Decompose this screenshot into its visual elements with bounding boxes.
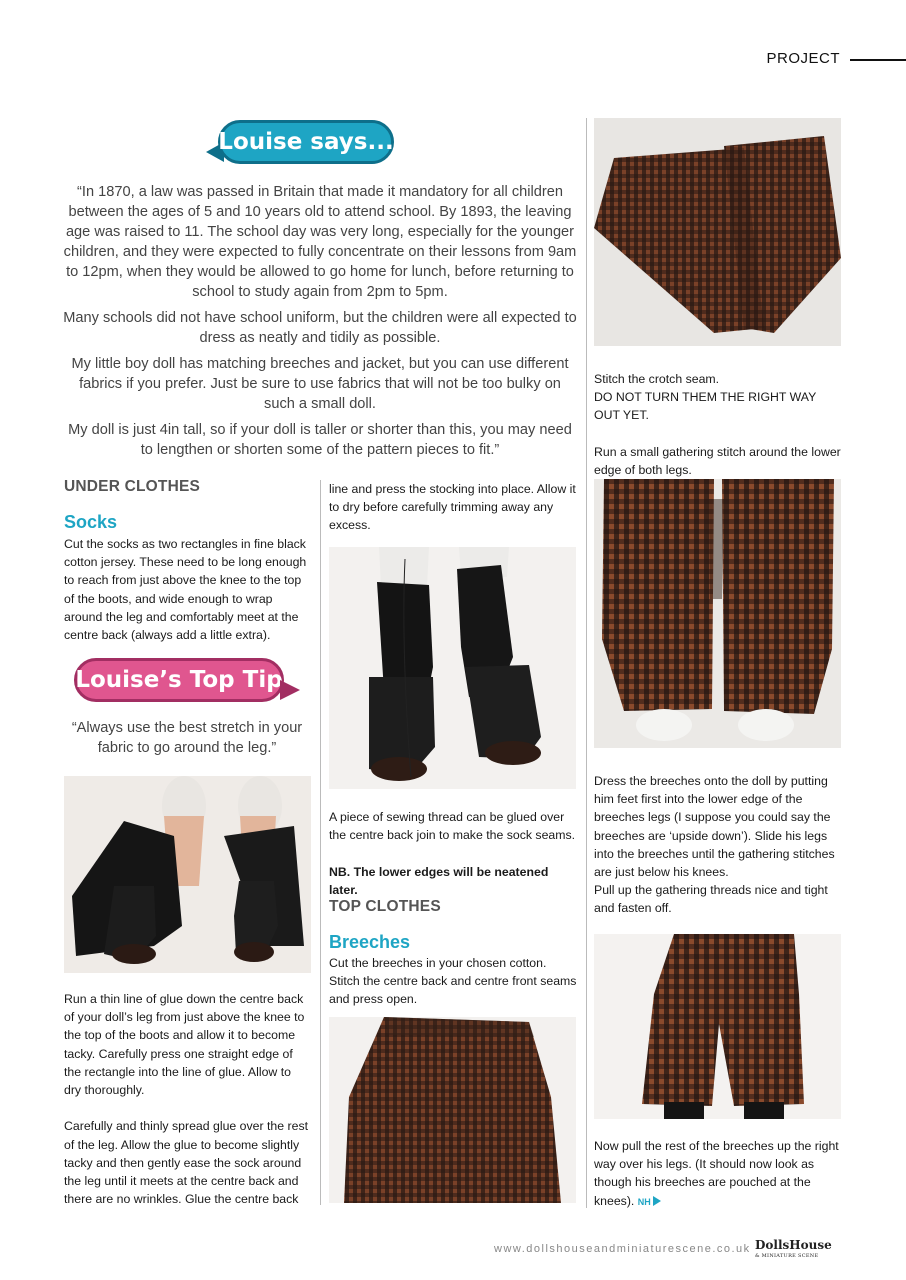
photo-doll-legs-wrapping bbox=[64, 776, 311, 973]
quote-paragraph: My doll is just 4in tall, so if your doll is taller or shorter than this, you may need to lengthen or shorten some of the pattern pieces to fit.” bbox=[68, 422, 572, 458]
column-divider bbox=[586, 118, 587, 1208]
crotch-instruction: Stitch the crotch seam. bbox=[594, 372, 720, 386]
louise-says-title: Louise says... bbox=[218, 120, 394, 164]
breeches-heading: Breeches bbox=[329, 932, 411, 952]
under-clothes-heading: UNDER CLOTHES bbox=[64, 478, 201, 495]
louise-says-quote bbox=[62, 182, 578, 466]
fasten-instruction: Pull up the gathering threads nice and tight and fasten off. bbox=[594, 883, 828, 916]
quote-paragraph: My little boy doll has matching breeches and jacket, but you can use different fabrics if you prefer. Just be sure to use fabrics that will not be too bulky on such a small doll. bbox=[71, 356, 569, 412]
stocking-continued-text: line and press the stocking into place. Allow it to dry before carefully trimming away any excess. bbox=[329, 482, 576, 533]
dress-instruction: Dress the breeches onto the doll by putting him feet first into the lower edge of the breeches legs (I suppose you could say the breeches are ‘upside down’). Slide his legs into the breeches until the gathering stitches are just below his knees. bbox=[594, 774, 835, 880]
breeches-upside-down-illustration bbox=[594, 479, 841, 748]
photo-fabric-folded bbox=[594, 118, 841, 346]
crotch-warning: DO NOT TURN THEM THE RIGHT WAY OUT YET. bbox=[594, 390, 817, 423]
socks-heading: Socks bbox=[64, 512, 118, 532]
top-clothes-heading: TOP CLOTHES bbox=[329, 898, 441, 915]
photo-breeches-on-doll bbox=[594, 934, 841, 1119]
column-divider bbox=[320, 480, 321, 1205]
gather-instruction: Run a small gathering stitch around the lower edge of both legs. bbox=[594, 444, 841, 477]
section-label: PROJECT bbox=[766, 50, 840, 67]
fabric-folded-illustration bbox=[594, 118, 841, 346]
column3-top-text bbox=[594, 370, 844, 479]
final-instruction-text: Now pull the rest of the breeches up the right way over his legs. (It should now look as though his breeches are pouched at the knees). bbox=[594, 1139, 839, 1208]
breeches-flat-illustration bbox=[329, 1017, 576, 1203]
top-tip-bubble bbox=[74, 658, 304, 704]
photo-breeches-upside-down bbox=[594, 479, 841, 748]
column2-middle-text bbox=[329, 808, 579, 899]
speech-tail-icon bbox=[280, 680, 300, 700]
magazine-logo-sub: & MINIATURE SCENE bbox=[755, 1253, 819, 1259]
quote-paragraph: “In 1870, a law was passed in Britain that made it mandatory for all children between the ages of 5 and 10 years old to attend school. By 1893, the leaving age was raised to 11. The school day was very long, especially for the younger children, and they were expected to fully concentrate on their lessons from 9am to 12pm, when they would be allowed to go home for lunch, before returning to school to study again from 2pm to 5pm. bbox=[63, 184, 577, 300]
glue-paragraph-1: Run a thin line of glue down the centre back of your doll’s leg from just above the knee to the top of the boots and allow it to become tacky. Carefully press one straight edge of the rectangle into the line of glue. Allow to dry thoroughly. bbox=[64, 992, 305, 1098]
socks-text: Cut the socks as two rectangles in fine black cotton jersey. These need to be long enough to reach from just above the knee to the top of the boots, and wide enough to wrap around the leg and comfortably meet at the centre back (always add a little extra). bbox=[64, 537, 307, 643]
quote-paragraph: Many schools did not have school uniform, but the children were all expected to dress as neatly and tidily as possible. bbox=[63, 310, 577, 346]
magazine-logo-main: DollsHouse bbox=[755, 1238, 832, 1252]
end-mark: NH bbox=[637, 1196, 651, 1207]
top-tip-title: Louise’s Top Tip bbox=[74, 658, 284, 702]
doll-boots-illustration bbox=[329, 547, 576, 789]
louise-says-bubble bbox=[206, 120, 402, 166]
legs-wrapping-illustration bbox=[64, 776, 311, 973]
footer-website: www.dollshouseandminiaturescene.co.uk bbox=[494, 1243, 751, 1255]
breeches-on-doll-illustration bbox=[594, 934, 841, 1119]
column3-middle-text bbox=[594, 772, 844, 918]
column1-text bbox=[64, 990, 310, 1208]
top-tip-quote: “Always use the best stretch in your fabric to go around the leg.” bbox=[71, 720, 303, 756]
glue-paragraph-2: Carefully and thinly spread glue over the rest of the leg. Allow the glue to become slightly tacky and then gently ease the sock around the leg until it meets at the centre back and there are no wrinkles. Glue the centre back bbox=[64, 1119, 309, 1207]
nb-note: NB. The lower edges will be neatened later. bbox=[329, 864, 549, 897]
thread-note: A piece of sewing thread can be glued over the centre back join to make the sock seams. bbox=[329, 810, 576, 843]
section-rule bbox=[850, 59, 906, 61]
photo-breeches-flat bbox=[329, 1017, 576, 1203]
magazine-logo bbox=[755, 1240, 832, 1262]
end-arrow-icon bbox=[653, 1196, 661, 1206]
column3-bottom-text bbox=[594, 1137, 844, 1211]
final-instruction bbox=[594, 1137, 844, 1211]
breeches-text: Cut the breeches in your chosen cotton. Stitch the centre back and centre front seams and press open. bbox=[329, 956, 577, 1007]
photo-doll-boots bbox=[329, 547, 576, 789]
